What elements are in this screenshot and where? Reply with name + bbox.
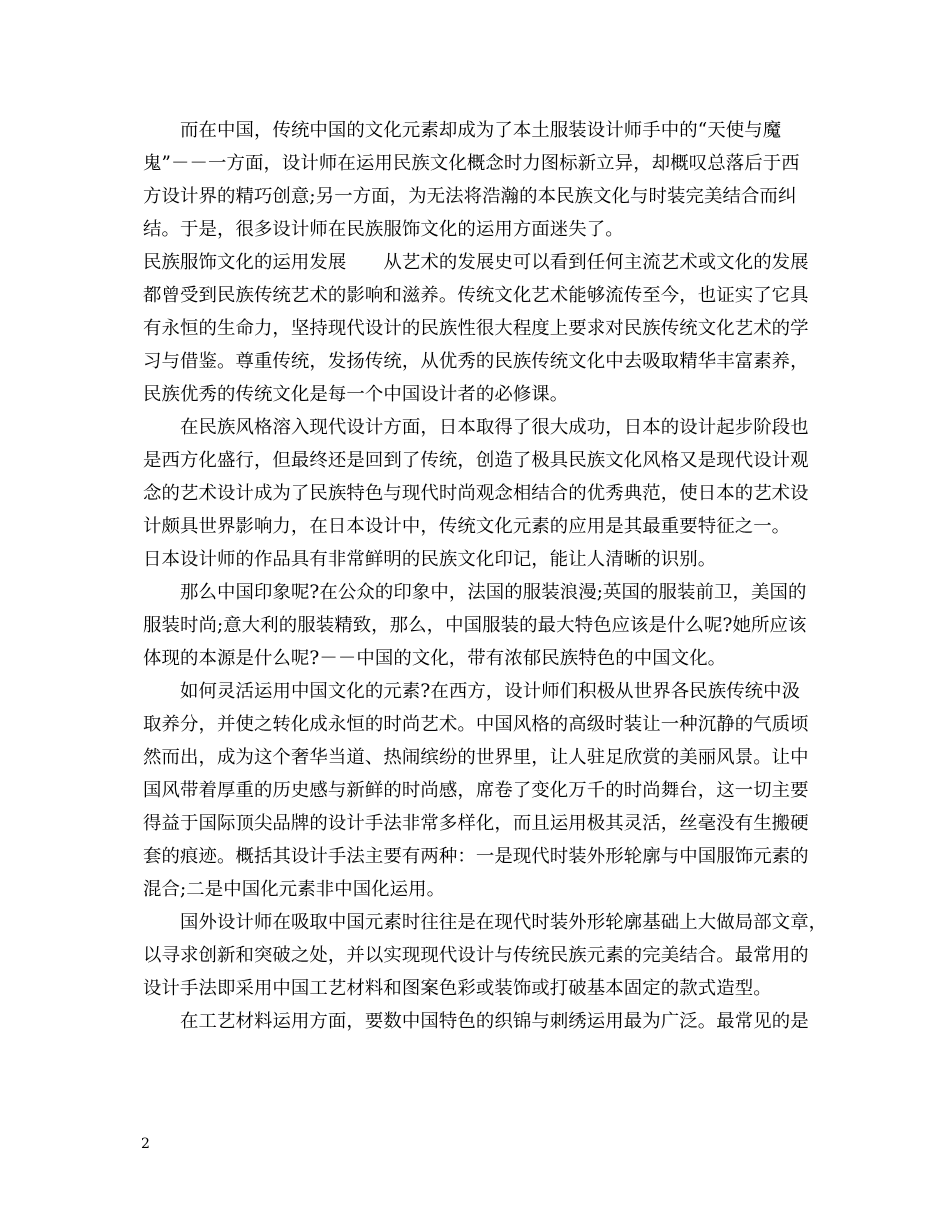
text-line: 是西方化盛行，但最终还是回到了传统，创造了极具民族文化风格又是现代设计观 (143, 450, 809, 471)
text-line: 都曾受到民族传统艺术的影响和滋养。传统文化艺术能够流传至今，也证实了它具 (143, 285, 809, 306)
text-line: 在工艺材料运用方面，要数中国特色的织锦与刺绣运用最为广泛。最常见的是 (180, 1011, 809, 1032)
text-line: 体现的本源是什么呢?－－中国的文化，带有浓郁民族特色的中国文化。 (143, 648, 727, 669)
paragraph-3 (143, 411, 823, 576)
text-line: 然而出，成为这个奢华当道、热闹缤纷的世界里，让人驻足欣赏的美丽风景。让中 (143, 747, 809, 768)
paragraph-2 (143, 246, 823, 411)
text-line: 服装时尚;意大利的服装精致，那么，中国服装的最大特色应该是什么呢?她所应该 (143, 615, 807, 636)
text-line: 日本设计师的作品具有非常鲜明的民族文化印记，能让人清晰的识别。 (143, 549, 717, 570)
page-number: 2 (141, 1136, 150, 1152)
document-body (143, 114, 828, 1038)
paragraph-6 (143, 906, 828, 1005)
text-line: 设计手法即采用中国工艺材料和图案色彩或装饰或打破基本固定的款式造型。 (143, 978, 772, 999)
text-line: 结。于是，很多设计师在民族服饰文化的运用方面迷失了。 (143, 219, 624, 240)
text-line-with-section-heading: 民族服饰文化的运用发展 从艺术的发展史可以看到任何主流艺术或文化的发展 (143, 252, 809, 273)
text-line: 有永恒的生命力，坚持现代设计的民族性很大程度上要求对民族传统文化艺术的学 (143, 318, 809, 339)
text-line: 以寻求创新和突破之处，并以实现现代设计与传统民族元素的完美结合。最常用的 (143, 945, 809, 966)
text-line: 得益于国际顶尖品牌的设计手法非常多样化，而且运用极其灵活，丝毫没有生搬硬 (143, 813, 809, 834)
text-line: 取养分，并使之转化成永恒的时尚艺术。中国风格的高级时装让一种沉静的气质顷 (143, 714, 809, 735)
text-line: 计颇具世界影响力，在日本设计中，传统文化元素的应用是其最重要特征之一。 (143, 516, 791, 537)
text-line: 方设计界的精巧创意;另一方面，为无法将浩瀚的本民族文化与时装完美结合而纠 (143, 186, 797, 207)
text-line: 在民族风格溶入现代设计方面，日本取得了很大成功，日本的设计起步阶段也 (180, 417, 809, 438)
text-line: 混合;二是中国化元素非中国化运用。 (143, 879, 446, 900)
paragraph-5 (143, 675, 823, 906)
text-line: 那么中国印象呢?在公众的印象中，法国的服装浪漫;英国的服装前卫，美国的 (180, 582, 807, 603)
text-line: 国风带着厚重的历史感与新鲜的时尚感，席卷了变化万千的时尚舞台，这一切主要 (143, 780, 809, 801)
paragraph-1 (143, 114, 823, 246)
text-line: 套的痕迹。概括其设计手法主要有两种：一是现代时装外形轮廓与中国服饰元素的 (143, 846, 809, 867)
paragraph-4 (143, 576, 823, 675)
text-line: 习与借鉴。尊重传统，发扬传统，从优秀的民族传统文化中去吸取精华丰富素养， (143, 351, 809, 372)
text-line: 念的艺术设计成为了民族特色与现代时尚观念相结合的优秀典范，使日本的艺术设 (143, 483, 809, 504)
text-line: 如何灵活运用中国文化的元素?在西方，设计师们积极从世界各民族传统中汲 (180, 681, 801, 702)
text-line: 鬼”－－一方面，设计师在运用民族文化概念时力图标新立异，却概叹总落后于西 (143, 153, 800, 174)
paragraph-7 (143, 1005, 823, 1038)
text-line: 而在中国，传统中国的文化元素却成为了本土服装设计师手中的“天使与魔 (180, 120, 782, 141)
text-line: 国外设计师在吸取中国元素时往往是在现代时装外形轮廓基础上大做局部文章， (180, 912, 828, 933)
text-line: 民族优秀的传统文化是每一个中国设计者的必修课。 (143, 384, 569, 405)
